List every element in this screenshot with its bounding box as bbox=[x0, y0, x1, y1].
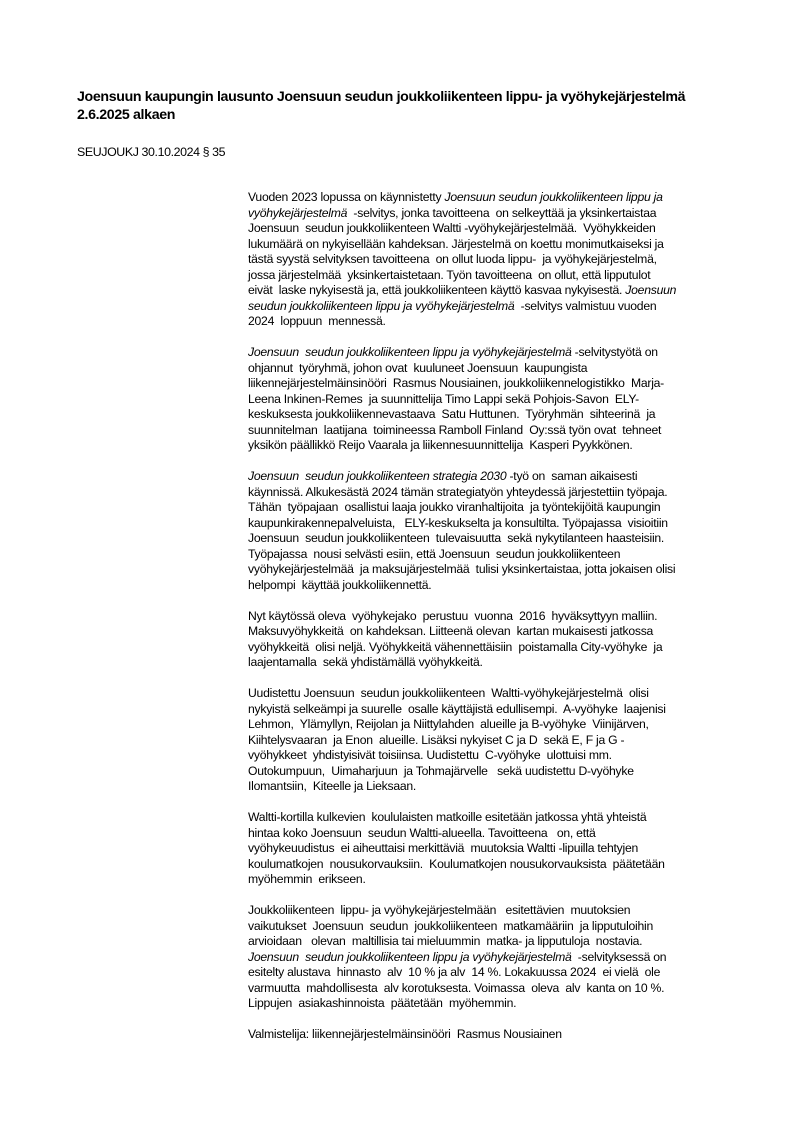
text-line bbox=[248, 206, 748, 222]
text-run: Joensuun seudun joukkoliikenteen Waltti -vyöhykejärjestelmää. Vyöhykkeiden bbox=[248, 221, 656, 235]
italic-title-reference: Joensuun seudun joukkoliikenteen lippu ja vyöhykejärjestelmä bbox=[248, 345, 572, 359]
text-run: koulumatkojen nousukorvauksiin. Koulumatkojen nousukorvauksista päätetään bbox=[248, 856, 665, 871]
body-paragraph bbox=[248, 810, 748, 888]
text-run: helpompi käyttää joukkoliikennettä. bbox=[248, 577, 432, 592]
text-line bbox=[248, 655, 748, 671]
text-run: laajentamalla sekä yhdistämällä vyöhykkeitä. bbox=[248, 655, 483, 669]
title-line: Joensuun kaupungin lausunto Joensuun seudun joukkoliikenteen lippu- ja vyöhykejärjestelmä bbox=[77, 89, 686, 105]
body-paragraph bbox=[248, 469, 748, 593]
body-paragraph bbox=[248, 190, 748, 330]
text-line bbox=[248, 423, 748, 439]
text-run: Kiihtelysvaaran ja Enon alueille. Lisäksi nykyiset C ja D sekä E, F ja G - bbox=[248, 732, 625, 747]
text-run: Lippujen asiakashinnoista päätetään myöhemmin. bbox=[248, 996, 517, 1010]
text-run: arvioidaan olevan maltillisia tai mieluummin matka- ja lipputuloja nostavia. bbox=[248, 934, 643, 948]
text-line bbox=[248, 314, 748, 330]
text-line bbox=[248, 965, 748, 981]
text-run: -selvityksessä on bbox=[571, 949, 667, 964]
text-run: Tähän työpajaan osallistui laaja joukko viranhaltijoita ja työntekijöitä kaupungin bbox=[248, 500, 661, 514]
text-line bbox=[248, 469, 748, 485]
text-line bbox=[248, 640, 748, 656]
text-run: myöhemmin erikseen. bbox=[248, 872, 366, 886]
text-run: 2024 loppuun mennessä. bbox=[248, 314, 386, 328]
text-run: suunnitelman laatijana toimineessa Ramboll Finland Oy:ssä työn ovat tehneet bbox=[248, 422, 662, 437]
document-body bbox=[248, 190, 748, 1058]
text-line bbox=[248, 934, 748, 950]
italic-title-reference: Joensuun seudun joukkoliikenteen strategia 2030 bbox=[248, 469, 507, 483]
text-line bbox=[248, 376, 748, 392]
text-run: -selvitystyötä on bbox=[571, 345, 658, 359]
text-run: ohjannut työryhmä, johon ovat kuuluneet Joensuun kaupungista bbox=[248, 360, 588, 375]
text-line bbox=[248, 190, 748, 206]
text-run: hintaa koko Joensuun seudun Waltti-alueella. Tavoitteena on, että bbox=[248, 825, 596, 840]
text-run: liikennejärjestelmäinsinööri Rasmus Nousiainen, joukkoliikennelogistikko Marja- bbox=[248, 376, 664, 390]
text-run: Waltti-kortilla kulkevien koululaisten matkoille esitetään jatkossa yhtä yhteistä bbox=[248, 810, 647, 824]
text-line bbox=[248, 500, 748, 516]
text-line bbox=[248, 686, 748, 702]
text-run: Joensuun seudun joukkoliikenteen tulevaisuutta sekä nykytilanteen haasteisiin. bbox=[248, 531, 665, 545]
body-paragraph bbox=[248, 609, 748, 671]
italic-title-reference: Joensuun seudun joukkoliikenteen lippu ja bbox=[444, 190, 663, 204]
preparer-line bbox=[248, 1027, 748, 1043]
title-line: 2.6.2025 alkaen bbox=[77, 107, 176, 123]
italic-title-reference: Joensuun seudun joukkoliikenteen lippu ja vyöhykejärjestelmä bbox=[248, 949, 572, 964]
text-run: yksikön päällikkö Reijo Vaarala ja liikennesuunnittelija Kasperi Pyykkönen. bbox=[248, 438, 633, 452]
text-run: vyöhykejärjestelmää ja maksujärjestelmää tulisi yksinkertaistaa, jotta jokaisen olisi bbox=[248, 562, 676, 576]
text-line bbox=[248, 299, 748, 315]
text-run: -selvitys, jonka tavoitteena on selkeyttää ja yksinkertaistaa bbox=[347, 205, 657, 220]
text-line bbox=[248, 407, 748, 423]
text-line bbox=[248, 516, 748, 532]
body-paragraph bbox=[248, 345, 748, 454]
italic-title-reference: vyöhykejärjestelmä bbox=[248, 205, 348, 220]
text-run: kaupunkirakennepalveluista, ELY-keskukselta ja konsultilta. Työpajassa visioitiin bbox=[248, 515, 668, 530]
text-line bbox=[248, 733, 748, 749]
text-line bbox=[248, 903, 748, 919]
text-line bbox=[248, 252, 748, 268]
text-line bbox=[248, 345, 748, 361]
text-run: Nyt käytössä oleva vyöhykejako perustuu vuonna 2016 hyväksyttyyn malliin. bbox=[248, 608, 658, 623]
body-paragraph bbox=[248, 686, 748, 795]
text-run: Uudistettu Joensuun seudun joukkoliikenteen Waltti-vyöhykejärjestelmä olisi bbox=[248, 686, 649, 700]
text-run: eivät laske nykyisestä ja, että joukkoliikenteen käyttö kasvaa nykyisestä. bbox=[248, 283, 626, 297]
text-line bbox=[248, 237, 748, 253]
text-run: Valmistelija: liikennejärjestelmäinsinööri Rasmus Nousiainen bbox=[248, 1027, 562, 1041]
text-run: esitelty alustava hinnasto alv 10 % ja alv 14 %. Lokakuussa 2024 ei vielä ole bbox=[248, 965, 661, 979]
text-line bbox=[248, 268, 748, 284]
text-line bbox=[248, 438, 748, 454]
text-line bbox=[248, 857, 748, 873]
text-run: vyöhykkeet yhdistyisivät toisiinsa. Uudistettu C-vyöhyke ulottuisi mm. bbox=[248, 748, 612, 762]
text-line bbox=[248, 221, 748, 237]
text-run: jossa järjestelmää yksinkertaistetaan. Työn tavoitteena on ollut, että lipputulot bbox=[248, 267, 651, 282]
text-run: vyöhykkeitä olisi neljä. Vyöhykkeitä vähennettäisiin poistamalla City-vyöhyke ja bbox=[248, 639, 663, 654]
text-line bbox=[248, 485, 748, 501]
text-run: Maksuvyöhykkeitä on kahdeksan. Liitteenä olevan kartan mukaisesti jatkossa bbox=[248, 624, 654, 638]
text-line bbox=[248, 562, 748, 578]
text-run: Ilomantsiin, Kiteelle ja Lieksaan. bbox=[248, 779, 417, 793]
text-run: Leena Inkinen-Remes ja suunnittelija Timo Lappi sekä Pohjois-Savon ELY- bbox=[248, 391, 639, 406]
text-line bbox=[248, 950, 748, 966]
text-line bbox=[248, 283, 748, 299]
text-line bbox=[248, 779, 748, 795]
text-line bbox=[248, 981, 748, 997]
italic-title-reference: seudun joukkoliikenteen lippu ja vyöhykejärjestelmä bbox=[248, 298, 515, 313]
meeting-reference: SEUJOUKJ 30.10.2024 § 35 bbox=[77, 145, 226, 159]
text-line bbox=[248, 361, 748, 377]
document-title bbox=[77, 88, 767, 124]
text-line bbox=[248, 810, 748, 826]
text-line bbox=[248, 841, 748, 857]
text-run: vaikutukset Joensuun seudun joukkoliikenteen matkamääriin ja lipputuloihin bbox=[248, 918, 654, 933]
text-run: käynnissä. Alkukesästä 2024 tämän strategiatyön yhteydessä järjestettiin työpaja. bbox=[248, 484, 668, 499]
text-run: nykyistä selkeämpi ja suurelle osalle käyttäjistä edullisempi. A-vyöhyke laajenisi bbox=[248, 701, 666, 716]
text-run: -työ on saman aikaisesti bbox=[506, 469, 638, 483]
text-line bbox=[248, 919, 748, 935]
text-line bbox=[248, 531, 748, 547]
text-line bbox=[248, 624, 748, 640]
text-line bbox=[248, 609, 748, 625]
text-line bbox=[248, 392, 748, 408]
italic-title-reference: Joensuun bbox=[625, 283, 677, 297]
text-run: tästä syystä selvityksen tavoitteena on ollut luoda lippu- ja vyöhykejärjestelmä, bbox=[248, 252, 657, 266]
text-line bbox=[248, 826, 748, 842]
text-run: Työpajassa nousi selvästi esiin, että Joensuun seudun joukkoliikenteen bbox=[248, 546, 621, 561]
text-line bbox=[248, 547, 748, 563]
text-run: varmuutta mahdollisesta alv korotuksesta. Voimassa oleva alv kanta on 10 %. bbox=[248, 980, 665, 995]
text-line bbox=[248, 996, 748, 1012]
text-line bbox=[248, 717, 748, 733]
body-paragraph bbox=[248, 903, 748, 1012]
text-run: -selvitys valmistuu vuoden bbox=[514, 298, 657, 313]
text-run: Vuoden 2023 lopussa on käynnistetty bbox=[248, 190, 445, 204]
text-run: vyöhykeuudistus ei aiheuttaisi merkittäviä muutoksia Waltti -lipuilla tehtyjen bbox=[248, 841, 639, 855]
text-line bbox=[248, 872, 748, 888]
text-run: keskuksesta joukkoliikennevastaava Satu Huttunen. Työryhmän sihteerinä ja bbox=[248, 407, 656, 421]
text-line bbox=[248, 578, 748, 594]
text-line bbox=[248, 1027, 748, 1043]
text-line bbox=[248, 764, 748, 780]
text-run: Lehmon, Ylämyllyn, Reijolan ja Niittylahden alueille ja B-vyöhyke Viinijärven, bbox=[248, 717, 649, 731]
text-line bbox=[248, 702, 748, 718]
text-run: Outokumpuun, Uimaharjuun ja Tohmajärvelle sekä uudistettu D-vyöhyke bbox=[248, 763, 634, 778]
text-run: lukumäärä on nykyisellään kahdeksan. Järjestelmä on koettu monimutkaiseksi ja bbox=[248, 236, 664, 251]
text-line bbox=[248, 748, 748, 764]
text-run: Joukkoliikenteen lippu- ja vyöhykejärjestelmään esitettävien muutoksien bbox=[248, 903, 631, 917]
